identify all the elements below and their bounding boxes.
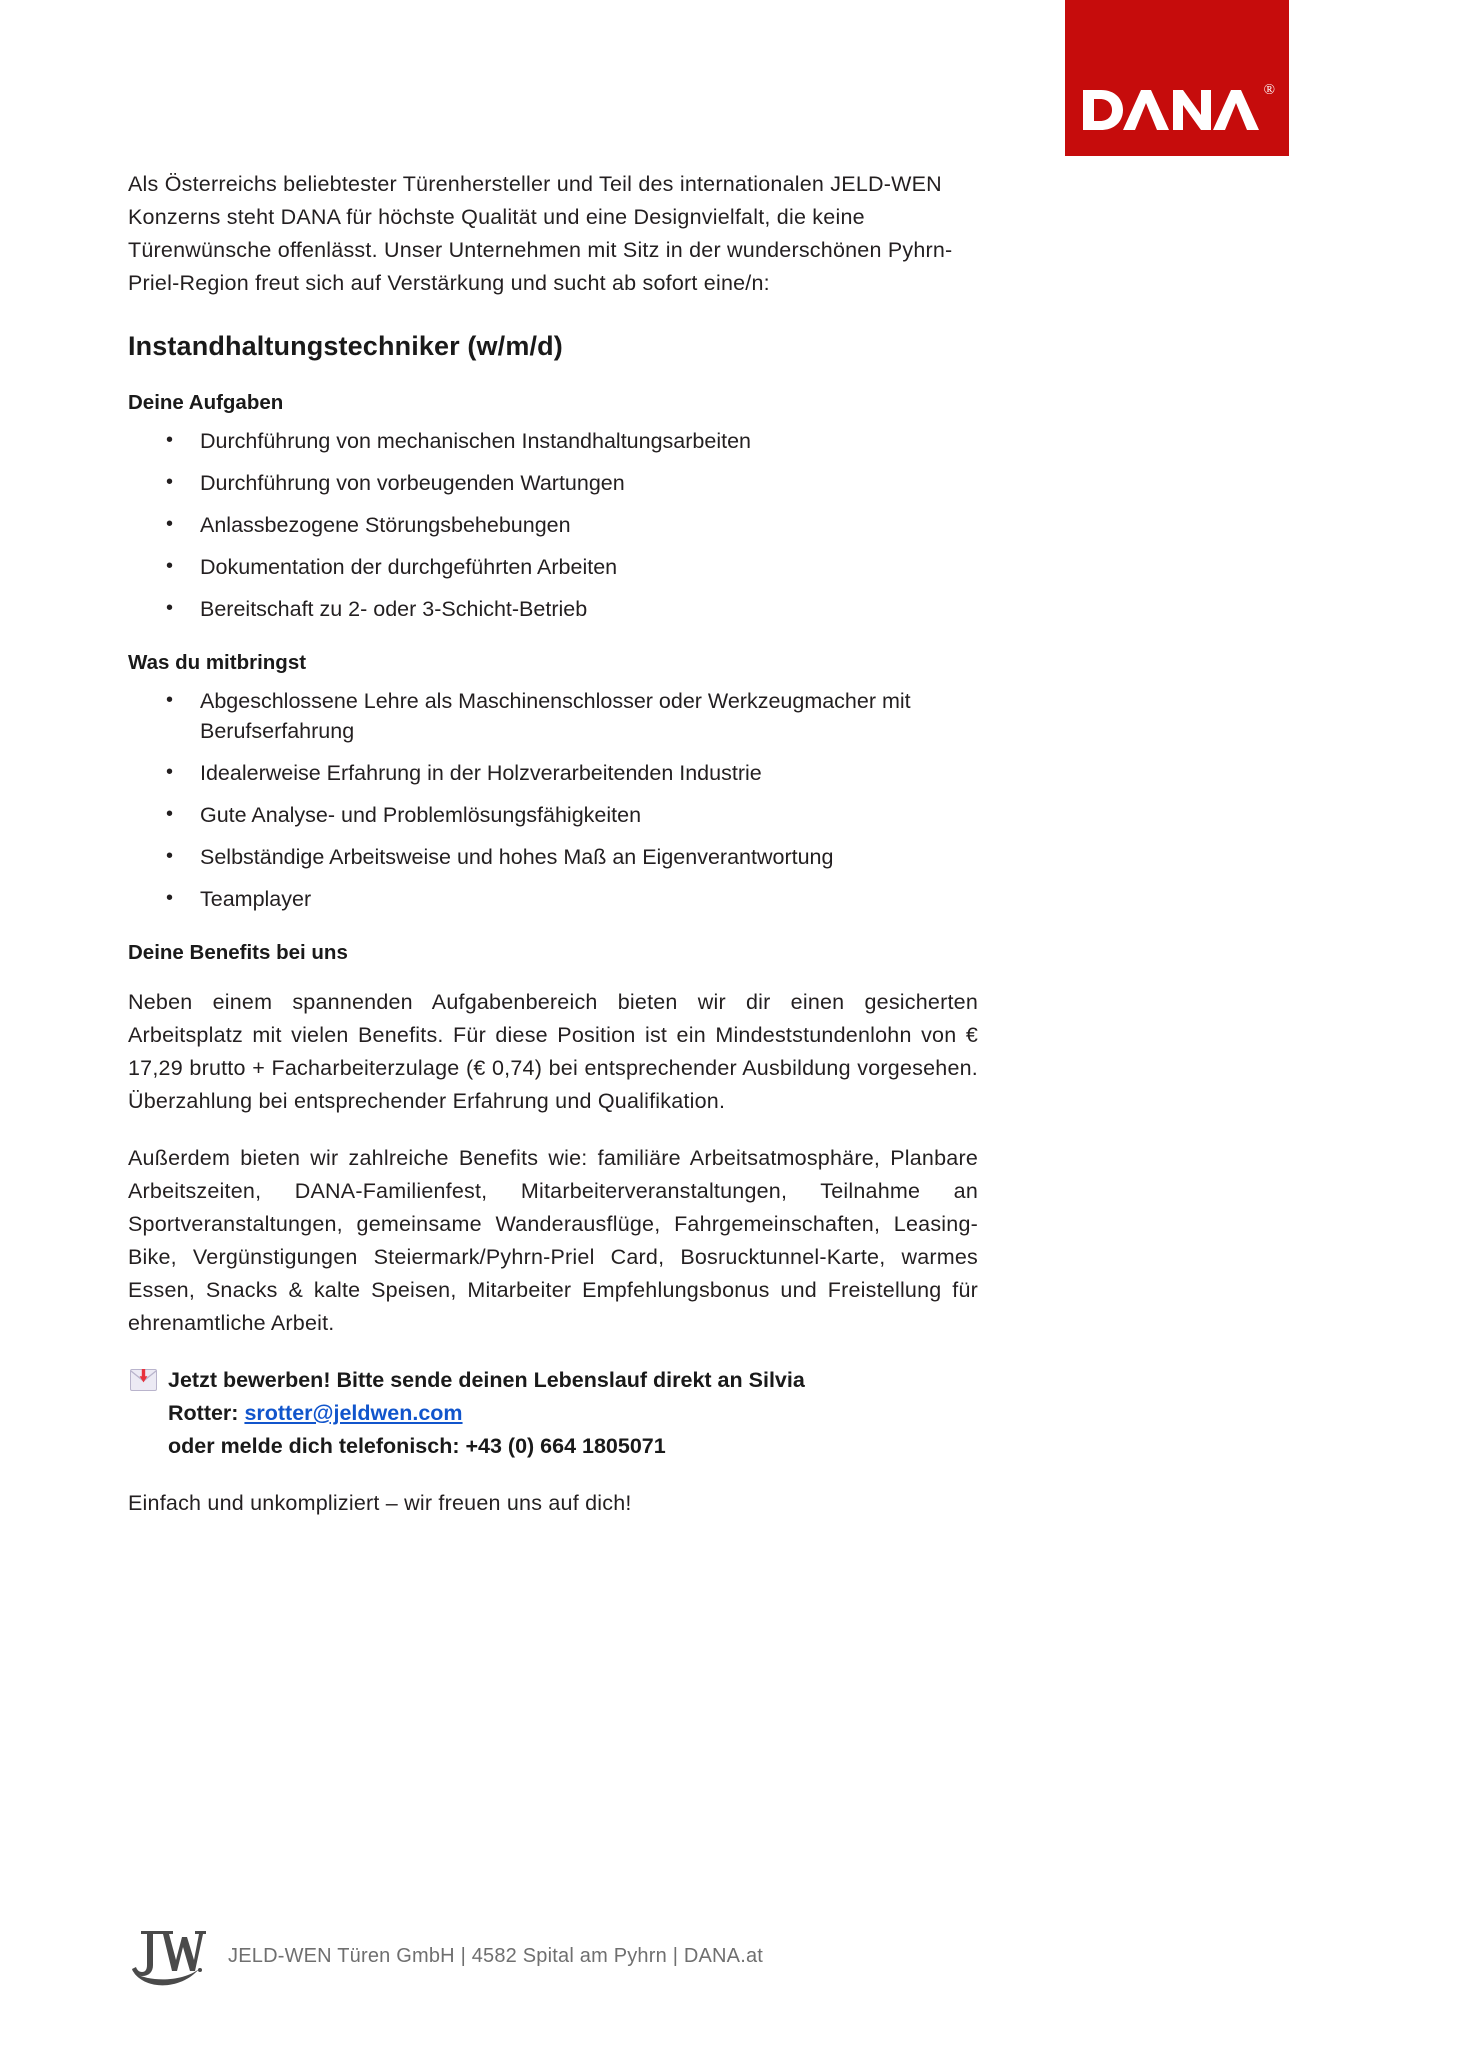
dana-logo xyxy=(1065,0,1289,156)
list-item: • Bereitschaft zu 2- oder 3-Schicht-Betrieb xyxy=(128,594,978,624)
list-item: • Teamplayer xyxy=(128,884,978,914)
apply-block xyxy=(128,1364,978,1463)
page-footer xyxy=(128,1925,1028,1987)
list-item: • Dokumentation der durchgeführten Arbeiten xyxy=(128,552,978,582)
footer-text: JELD-WEN Türen GmbH | 4582 Spital am Pyhrn | DANA.at xyxy=(228,1945,764,1967)
intro-paragraph: Als Österreichs beliebtester Türenhersteller und Teil des internationalen JELD-WEN Konzerns steht DANA für höchste Qualität und eine Designvielfalt, die keine Türenwünsche offenlässt. Unser Unternehmen mit Sitz in der wunderschönen Pyhrn-Priel-Region freut sich auf Verstärkung und sucht ab sofort eine/n: xyxy=(128,172,953,295)
section-heading-tasks: Deine Aufgaben xyxy=(128,391,284,414)
document-content xyxy=(128,168,978,1520)
jeld-wen-jw-logo xyxy=(128,1925,206,1987)
list-item: • Durchführung von vorbeugenden Wartungen xyxy=(128,468,978,498)
requirements-list xyxy=(128,686,978,914)
apply-phone-text: oder melde dich telefonisch: +43 (0) 664 1805071 xyxy=(168,1434,666,1458)
benefits-paragraph-1: Neben einem spannenden Aufgabenbereich bieten wir dir einen gesicherten Arbeitsplatz mit vielen Benefits. Für diese Position ist ein Mindeststundenlohn von € 17,29 brutto + Facharbeiterzulage (€ 0,74) bei entsprechender Ausbildung vorgesehen. Überzahlung bei entsprechender Erfahrung und Qualifikation. xyxy=(128,990,978,1113)
list-item: • Selbständige Arbeitsweise und hohes Maß an Eigenverantwortung xyxy=(128,842,978,872)
apply-email-link[interactable]: srotter@jeldwen.com xyxy=(244,1401,463,1425)
registered-trademark-icon: ® xyxy=(1263,82,1275,98)
closing-line: Einfach und unkompliziert – wir freuen uns auf dich! xyxy=(128,1491,632,1515)
list-item: • Abgeschlossene Lehre als Maschinenschlosser oder Werkzeugmacher mit Berufserfahrung xyxy=(128,686,978,746)
list-item: • Idealerweise Erfahrung in der Holzverarbeitenden Industrie xyxy=(128,758,978,788)
list-item: • Gute Analyse- und Problemlösungsfähigkeiten xyxy=(128,800,978,830)
incoming-envelope-icon xyxy=(130,1369,157,1391)
apply-text: Jetzt bewerben! Bitte sende deinen Lebenslauf direkt an Silvia Rotter: xyxy=(168,1368,805,1425)
tasks-list xyxy=(128,426,978,624)
section-heading-requirements: Was du mitbringst xyxy=(128,651,307,674)
dana-wordmark xyxy=(1083,88,1273,134)
benefits-paragraph-2: Außerdem bieten wir zahlreiche Benefits wie: familiäre Arbeitsatmosphäre, Planbare Arbeitszeiten, DANA-Familienfest, Mitarbeiterveranstaltungen, Teilnahme an Sportveranstaltungen, gemeinsame Wanderausflüge, Fahrgemeinschaften, Leasing-Bike, Vergünstigungen Steiermark/Pyhrn-Priel Card, Bosrucktunnel-Karte, warmes Essen, Snacks & kalte Speisen, Mitarbeiter Empfehlungsbonus und Freistellung für ehrenamtliche Arbeit. xyxy=(128,1146,978,1335)
list-item: • Durchführung von mechanischen Instandhaltungsarbeiten xyxy=(128,426,978,456)
section-heading-benefits: Deine Benefits bei uns xyxy=(128,941,348,964)
job-title: Instandhaltungstechniker (w/m/d) xyxy=(128,331,563,361)
list-item: • Anlassbezogene Störungsbehebungen xyxy=(128,510,978,540)
